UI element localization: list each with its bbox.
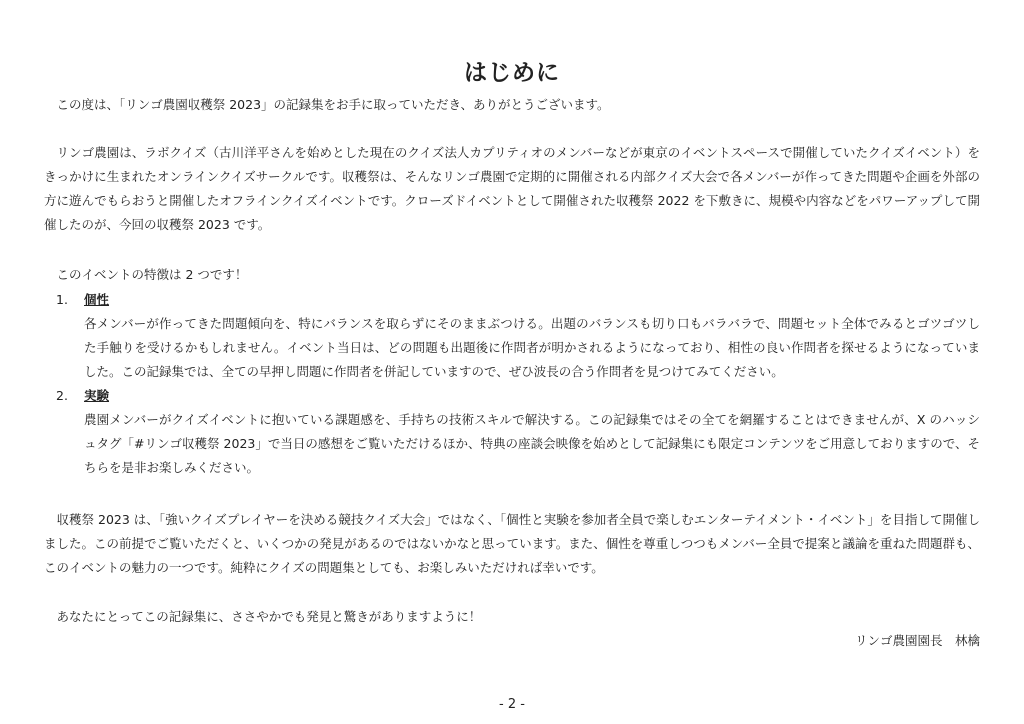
features-list bbox=[44, 288, 980, 480]
signature: リンゴ農園園長 林檎 bbox=[854, 633, 980, 648]
list-item-heading: 実験 bbox=[84, 388, 110, 403]
list-item-body: 各メンバーが作ってきた問題傾向を、特にバランスを取らずにそのままぶつける。出題のバランスも切り口もバラバラで、問題セット全体でみるとゴツゴツした手触りを受けるかもしれません。イベント当日は、どの問題も出題後に作問者が明かされるようになっており、相性の良い作問者を探せるようになっていました。この記録集では、全ての早押し問題に作問者を併記していますので、ぜひ波長の合う作問者を見つけてみてください。 bbox=[84, 316, 980, 379]
features-intro-paragraph bbox=[44, 263, 980, 287]
goal-text: 収穫祭 2023 は、「強いクイズプレイヤーを決める競技クイズ大会」ではなく、「個性と実験を参加者全員で楽しむエンターテイメント・イベント」を目指して開催しました。この前提でご覧いただくと、いくつかの発見があるのではないかなと思っています。また、個性を尊重しつつもメンバー全員で提案と議論を重ねた問題群も、このイベントの魅力の一つです。純粋にクイズの問題集としても、お楽しみいただければ幸いです。 bbox=[44, 512, 980, 575]
closing-text: あなたにとってこの記録集に、ささやかでも発見と驚きがありますように！ bbox=[56, 609, 482, 624]
goal-paragraph bbox=[44, 508, 980, 580]
about-text: リンゴ農園は、ラボクイズ（古川洋平さんを始めとした現在のクイズ法人カプリティオのメンバーなどが東京のイベントスペースで開催していたクイズイベント）をきっかけに生まれたオンラインクイズサークルです。収穫祭は、そんなリンゴ農園で定期的に開催される内部クイズ大会で各メンバーが作ってきた問題や企画を外部の方に遊んでもらおうと開催したオフラインクイズイベントです。クローズドイベントとして開催された収穫祭 2022 を下敷きに、規模や内容などをパワーアップして開催したのが、今回の収穫祭 2023 です。 bbox=[44, 145, 980, 232]
list-item-heading: 個性 bbox=[84, 292, 110, 307]
page-title: はじめに bbox=[464, 60, 560, 86]
closing-paragraph bbox=[44, 605, 980, 629]
list-item bbox=[44, 384, 980, 480]
list-item-number: 1. bbox=[56, 292, 68, 307]
about-paragraph bbox=[44, 141, 980, 237]
page-number: - 2 - bbox=[499, 697, 525, 712]
list-item-body: 農園メンバーがクイズイベントに抱いている課題感を、手持ちの技術スキルで解決する。この記録集ではその全てを網羅することはできませんが、X のハッシュタグ「#リンゴ収穫祭 2023」で当日の感想をご覧いただけるほか、特典の座談会映像を始めとして記録集にも限定コンテンツをご用意しておりますので、そちらを是非お楽しみください。 bbox=[84, 412, 980, 475]
list-item bbox=[44, 288, 980, 384]
intro-text: この度は、「リンゴ農園収穫祭 2023」の記録集をお手に取っていただき、ありがとうございます。 bbox=[56, 97, 610, 112]
list-item-number: 2. bbox=[56, 388, 68, 403]
intro-paragraph bbox=[44, 93, 980, 117]
features-intro-text: このイベントの特徴は 2 つです！ bbox=[56, 267, 248, 282]
